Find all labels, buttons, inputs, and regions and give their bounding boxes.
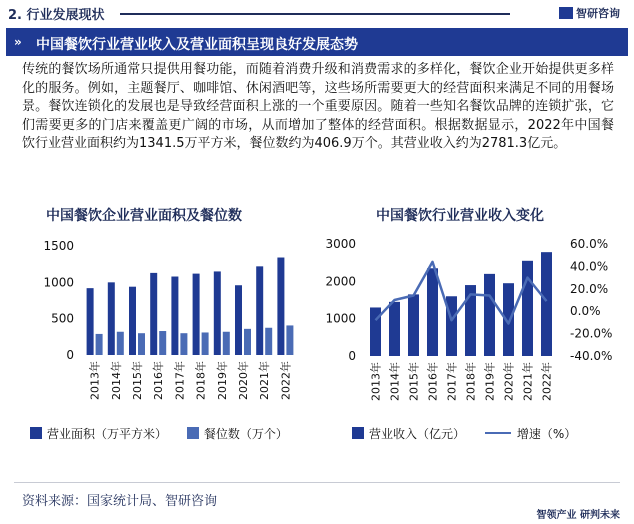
legend-swatch-revenue <box>352 427 364 439</box>
chart2-bar-revenue <box>408 294 419 356</box>
chart1-xtick-label: 2015年 <box>131 361 144 400</box>
source-note: 资料来源：国家统计局、智研咨询 <box>22 494 218 509</box>
chart2-xtick-label: 2019年 <box>483 362 497 401</box>
chart2-ytick-left-label: 3000 <box>325 237 356 251</box>
chart2-bar-revenue <box>389 302 400 356</box>
chart2-bar-revenue <box>427 268 438 356</box>
chart2-ytick-left-label: 0 <box>348 349 356 363</box>
chevron-icon: » <box>14 35 22 49</box>
chart1-title: 中国餐饮企业营业面积及餐位数 <box>46 208 242 224</box>
legend-label-area: 营业面积（万平方米） <box>47 427 168 441</box>
chart2-bar-revenue <box>541 252 552 356</box>
legend-item-revenue <box>352 425 465 442</box>
legend-item-seats <box>187 425 288 442</box>
legend-item-area <box>30 425 167 442</box>
chart1-bar-seats <box>223 332 230 355</box>
banner-title: 中国餐饮行业营业收入及营业面积呈现良好发展态势 <box>36 37 358 53</box>
chart2-xtick-label: 2014年 <box>388 362 402 401</box>
chart1-xtick-label: 2020年 <box>237 361 250 400</box>
chart2-xtick-label: 2018年 <box>464 362 478 401</box>
chart2-ytick-left-label: 2000 <box>325 274 356 289</box>
chart1-bar-seats <box>202 332 209 355</box>
chart1-xtick-label: 2014年 <box>109 361 123 400</box>
chart1-bar-seats <box>96 334 103 355</box>
chart2-legend <box>352 425 592 442</box>
chart1-bar-area <box>235 285 242 355</box>
chart1-legend <box>30 425 304 442</box>
legend-label-growth: 增速（%） <box>516 427 577 441</box>
footer-divider <box>14 482 620 483</box>
legend-swatch-area <box>30 427 42 439</box>
chart2-xtick-label: 2015年 <box>407 362 421 401</box>
chart1-bar-area <box>108 282 115 355</box>
chart1-bar-area <box>171 277 178 355</box>
chart1-bar-seats <box>159 331 166 355</box>
chart1-ytick-label: 1500 <box>43 239 74 253</box>
chart1-xtick-label: 2019年 <box>215 361 229 400</box>
chart2-growth-line <box>376 262 547 324</box>
chart2-xtick-label: 2013年 <box>369 362 383 401</box>
chart1-bar-seats <box>244 329 251 355</box>
chart2-xtick-label: 2021年 <box>521 362 535 401</box>
legend-swatch-seats <box>187 427 199 439</box>
chart1-ytick-label: 1000 <box>43 275 74 290</box>
chart2-xtick-label: 2017年 <box>445 362 459 401</box>
chart2-bar-revenue <box>522 261 533 356</box>
chart1-xtick-label: 2022年 <box>279 361 293 400</box>
chart1-bar-area <box>256 266 263 355</box>
chart2-ytick-right-label: 40.0% <box>570 259 609 274</box>
chart1-bar-seats <box>180 333 187 355</box>
footer-brand: 智领产业 研判未来 <box>536 510 620 521</box>
legend-label-seats: 餐位数（万个） <box>203 427 288 441</box>
legend-swatch-growth <box>485 432 511 434</box>
chart2-ytick-right-label: -40.0% <box>570 349 613 363</box>
chart1-bar-seats <box>117 332 124 355</box>
chart2-ytick-right-label: 60.0% <box>570 237 609 251</box>
chart2-ytick-left-label: 1000 <box>325 311 356 326</box>
chart1-bar-area <box>277 258 284 355</box>
description-paragraph: 传统的餐饮场所通常只提供用餐功能，而随着消费升级和消费需求的多样化，餐饮企业开始提供更多样化的服务。例如，主题餐厅、咖啡馆、休闲酒吧等，这些场所需要更大的经营面积来满足不同的用餐场景。餐饮连锁化的发展也是导致经营面积上涨的一个重要原因。随着一些知名餐饮品牌的连锁扩张，它们需要更多的门店来覆盖更广阔的市场，从而增加了整体的经营面积。根据数据显示，2022年中国餐饮行业营业面积约为1341.5万平方米，餐位数约为406.9万个。其营业收入约为2781.3亿元。 <box>22 62 614 151</box>
chart2-title: 中国餐饮行业营业收入变化 <box>376 208 544 224</box>
chart2-ytick-right-label: -20.0% <box>570 326 613 341</box>
chart1-ytick-label: 0 <box>66 348 74 362</box>
chart1-bar-area <box>150 273 157 355</box>
legend-label-revenue: 营业收入（亿元） <box>369 427 466 441</box>
chart2-ytick-right-label: 20.0% <box>570 281 609 296</box>
chart2-bar-revenue <box>484 274 495 356</box>
chart2-xtick-label: 2022年 <box>540 362 554 401</box>
chart2-ytick-right-label: 0.0% <box>570 304 601 319</box>
chart1-xtick-label: 2017年 <box>173 361 187 400</box>
chart1-bar-seats <box>265 328 272 355</box>
chart2-xtick-label: 2016年 <box>426 362 440 401</box>
chart1-bar-area <box>129 287 136 355</box>
chart1-bar-seats <box>286 325 293 355</box>
chart1-bar-area <box>214 271 221 355</box>
brand-name: 智研咨询 <box>576 7 620 20</box>
chart1-xtick-label: 2021年 <box>258 361 272 400</box>
section-title: 2. 行业发展现状 <box>8 8 105 23</box>
chart1-xtick-label: 2016年 <box>152 361 166 400</box>
chart1-ytick-label: 500 <box>51 311 74 326</box>
chart1-xtick-label: 2013年 <box>88 361 102 400</box>
chart1-bar-area <box>193 274 200 355</box>
legend-item-growth <box>485 425 576 442</box>
chart1-bar-area <box>87 288 94 355</box>
chart1-bar-seats <box>138 333 145 355</box>
chart1-xtick-label: 2018年 <box>194 361 208 400</box>
chart2-xtick-label: 2020年 <box>502 362 516 401</box>
